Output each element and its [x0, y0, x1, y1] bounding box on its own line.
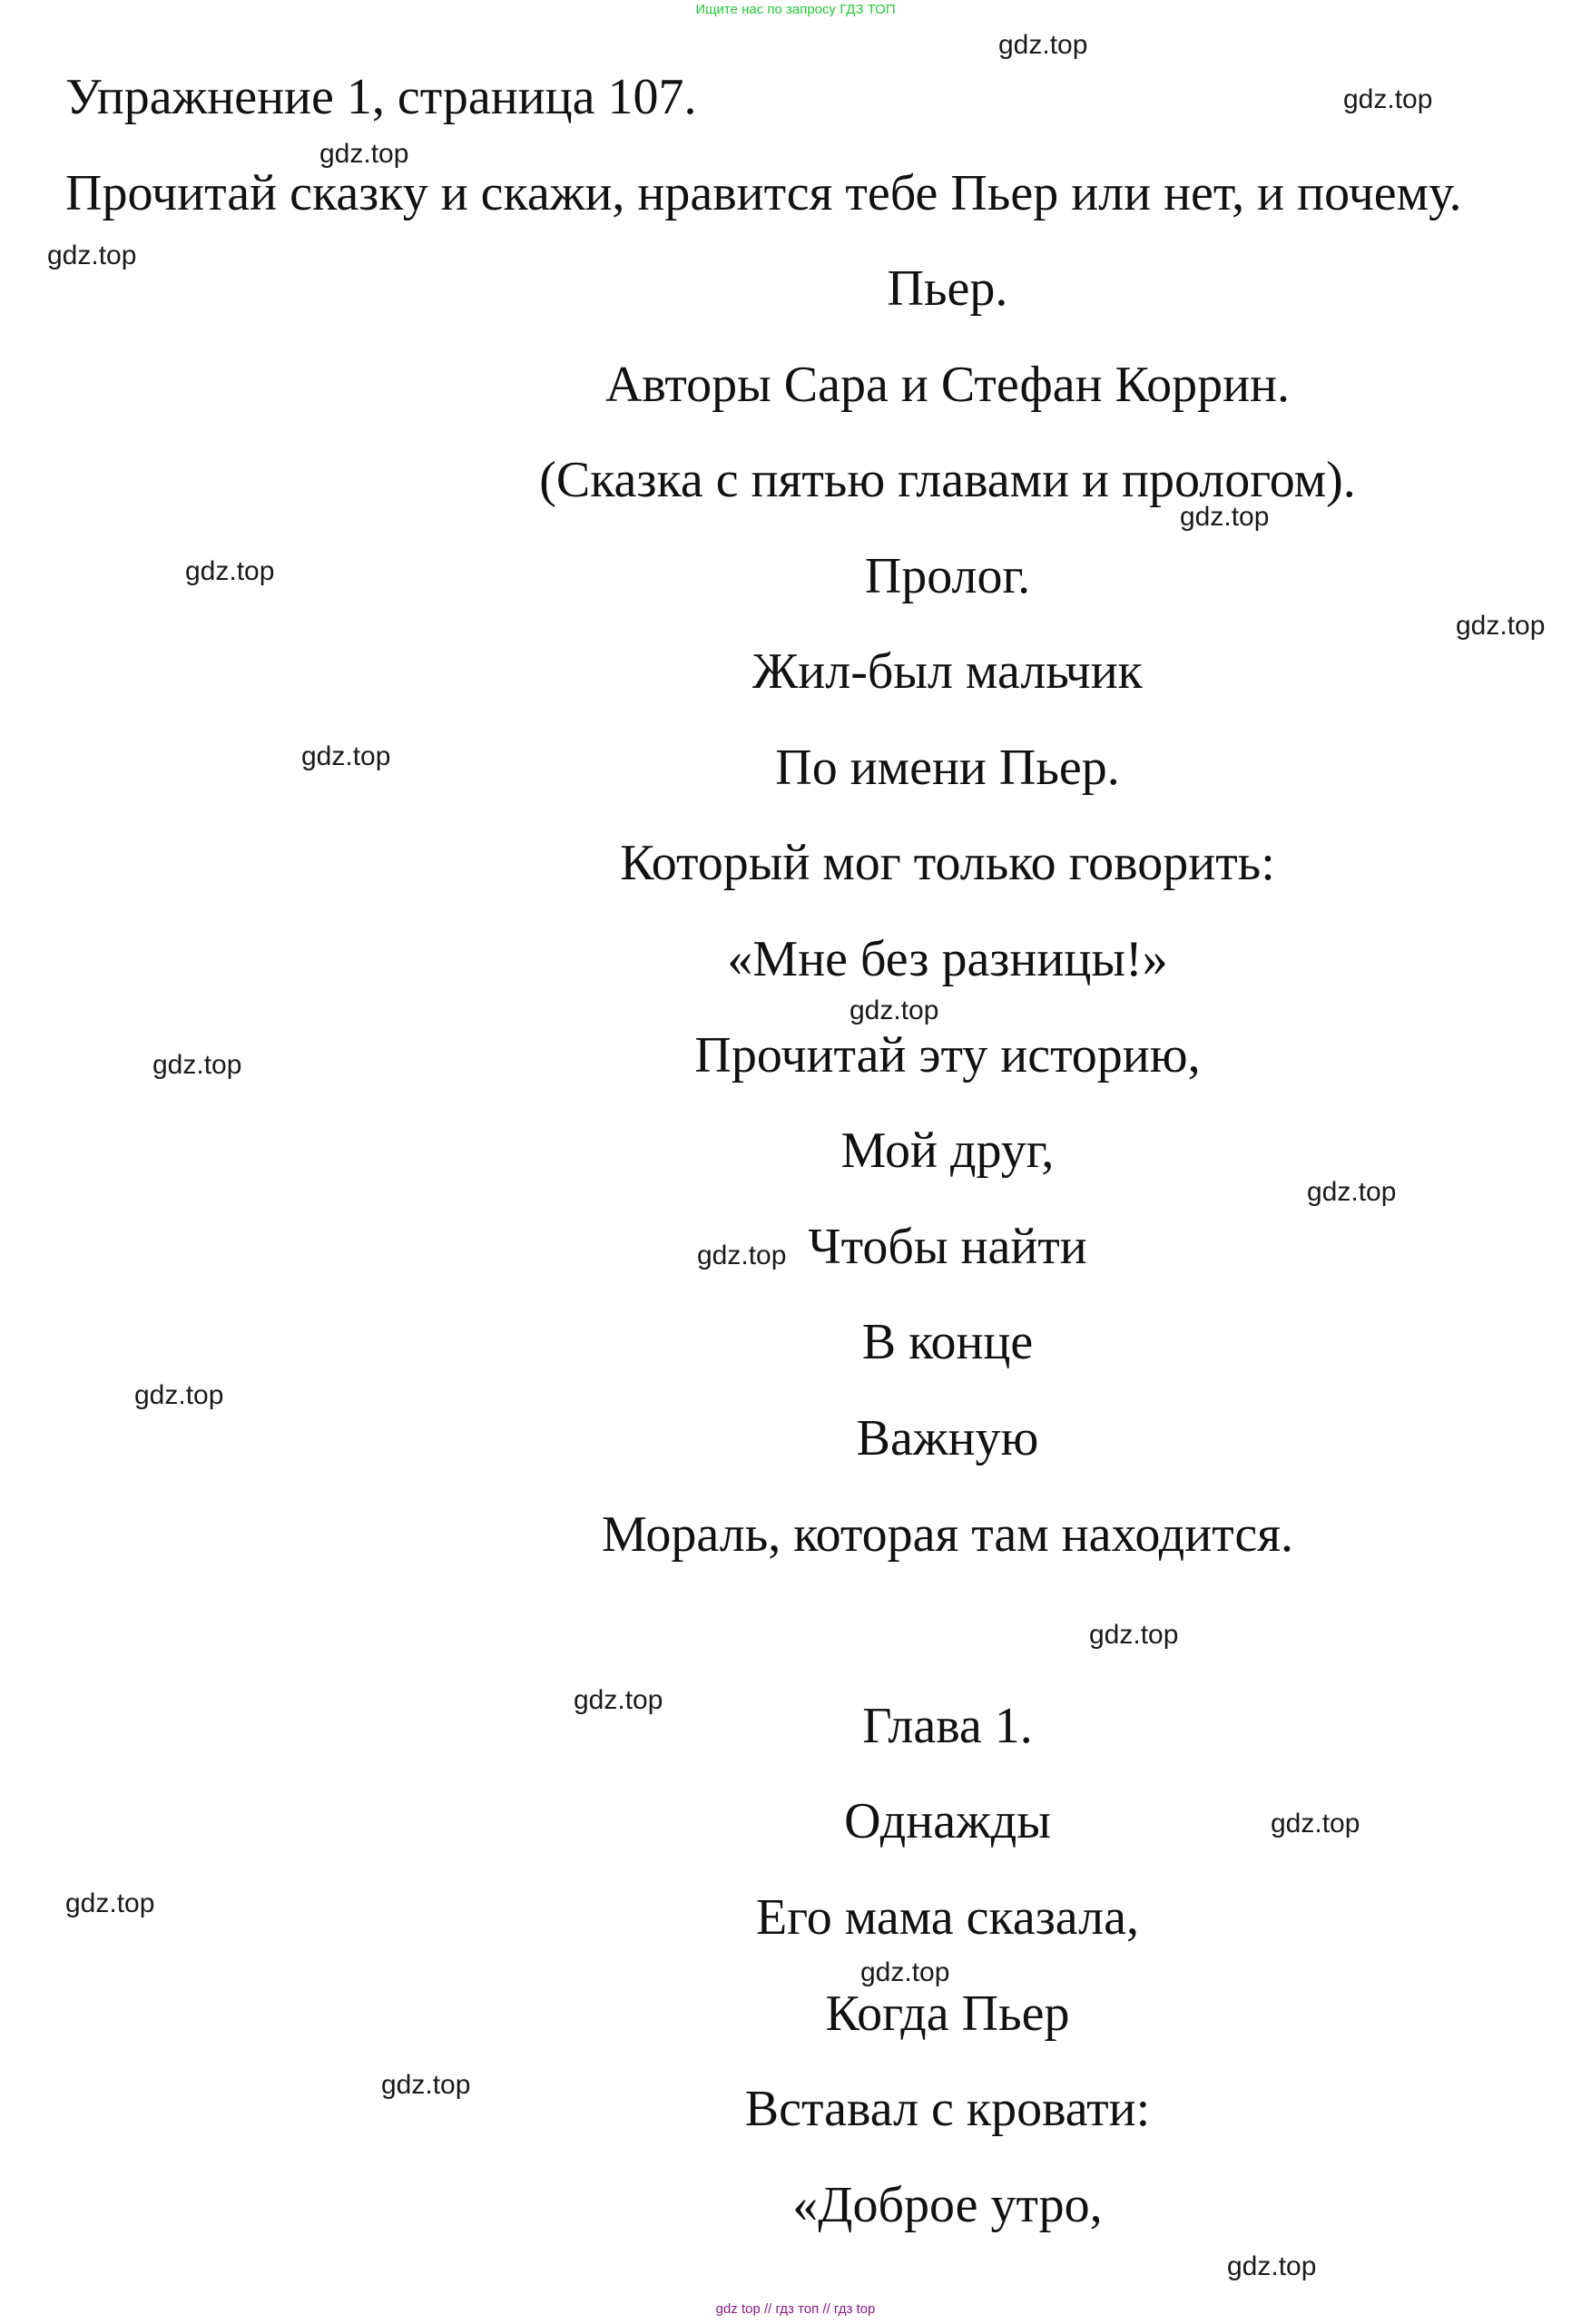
- prologue-line: Жил-был мальчик: [752, 643, 1143, 700]
- prologue-line: Важную: [856, 1410, 1039, 1466]
- story-subtitle: (Сказка с пятью главами и прологом).: [539, 452, 1356, 508]
- watermark: gdz.top: [301, 741, 391, 771]
- watermark: gdz.top: [1271, 1809, 1360, 1839]
- prologue-line: Чтобы найти: [808, 1219, 1087, 1275]
- watermark: gdz.top: [1307, 1177, 1397, 1207]
- prologue-line: Мой друг,: [840, 1123, 1055, 1179]
- prologue-line: Который мог только говорить:: [620, 835, 1275, 891]
- watermark: gdz.top: [1343, 84, 1433, 114]
- exercise-heading: Упражнение 1, страница 107.: [65, 69, 697, 125]
- watermark: gdz.top: [860, 1957, 950, 1987]
- prologue-line: В конце: [861, 1314, 1034, 1370]
- watermark: gdz.top: [998, 30, 1088, 60]
- prologue-title: Пролог.: [864, 548, 1031, 604]
- chapter1-line: «Доброе утро,: [792, 2177, 1103, 2233]
- instruction-text: Прочитай сказку и скажи, нравится тебе Пьер или нет, и почему.: [65, 165, 1462, 221]
- chapter1-line: Однажды: [844, 1793, 1051, 1849]
- story-title: Пьер.: [887, 260, 1008, 317]
- chapter1-line: Когда Пьер: [825, 1986, 1070, 2042]
- watermark: gdz.top: [319, 139, 409, 169]
- watermark: gdz.top: [1180, 502, 1270, 532]
- watermark: gdz.top: [574, 1685, 663, 1715]
- chapter1-line: Вставал с кровати:: [744, 2081, 1151, 2137]
- prologue-line: По имени Пьер.: [775, 740, 1120, 796]
- watermark: gdz.top: [134, 1380, 224, 1410]
- watermark: gdz.top: [65, 1888, 155, 1918]
- watermark: gdz.top: [1456, 611, 1546, 641]
- watermark: gdz.top: [47, 240, 137, 270]
- chapter1-line: Его мама сказала,: [756, 1889, 1139, 1946]
- watermark: gdz.top: [152, 1050, 242, 1080]
- watermark: gdz.top: [697, 1240, 787, 1270]
- watermark: gdz.top: [185, 556, 275, 586]
- story-authors: Авторы Сара и Стефан Коррин.: [604, 357, 1291, 413]
- prologue-line: «Мне без разницы!»: [727, 931, 1168, 987]
- watermark: gdz.top: [381, 2070, 471, 2100]
- chapter1-title: Глава 1.: [862, 1698, 1033, 1754]
- watermark: gdz.top: [850, 995, 939, 1025]
- watermark: gdz.top: [1089, 1620, 1179, 1650]
- top-banner: Ищите нас по запросу ГДЗ ТОП: [695, 2, 896, 17]
- watermark: gdz.top: [1227, 2251, 1317, 2281]
- prologue-line: Мораль, которая там находится.: [602, 1506, 1293, 1563]
- prologue-line: Прочитай эту историю,: [694, 1027, 1201, 1084]
- footer-watermark: gdz top // гдз топ // гдз top: [715, 2301, 876, 2317]
